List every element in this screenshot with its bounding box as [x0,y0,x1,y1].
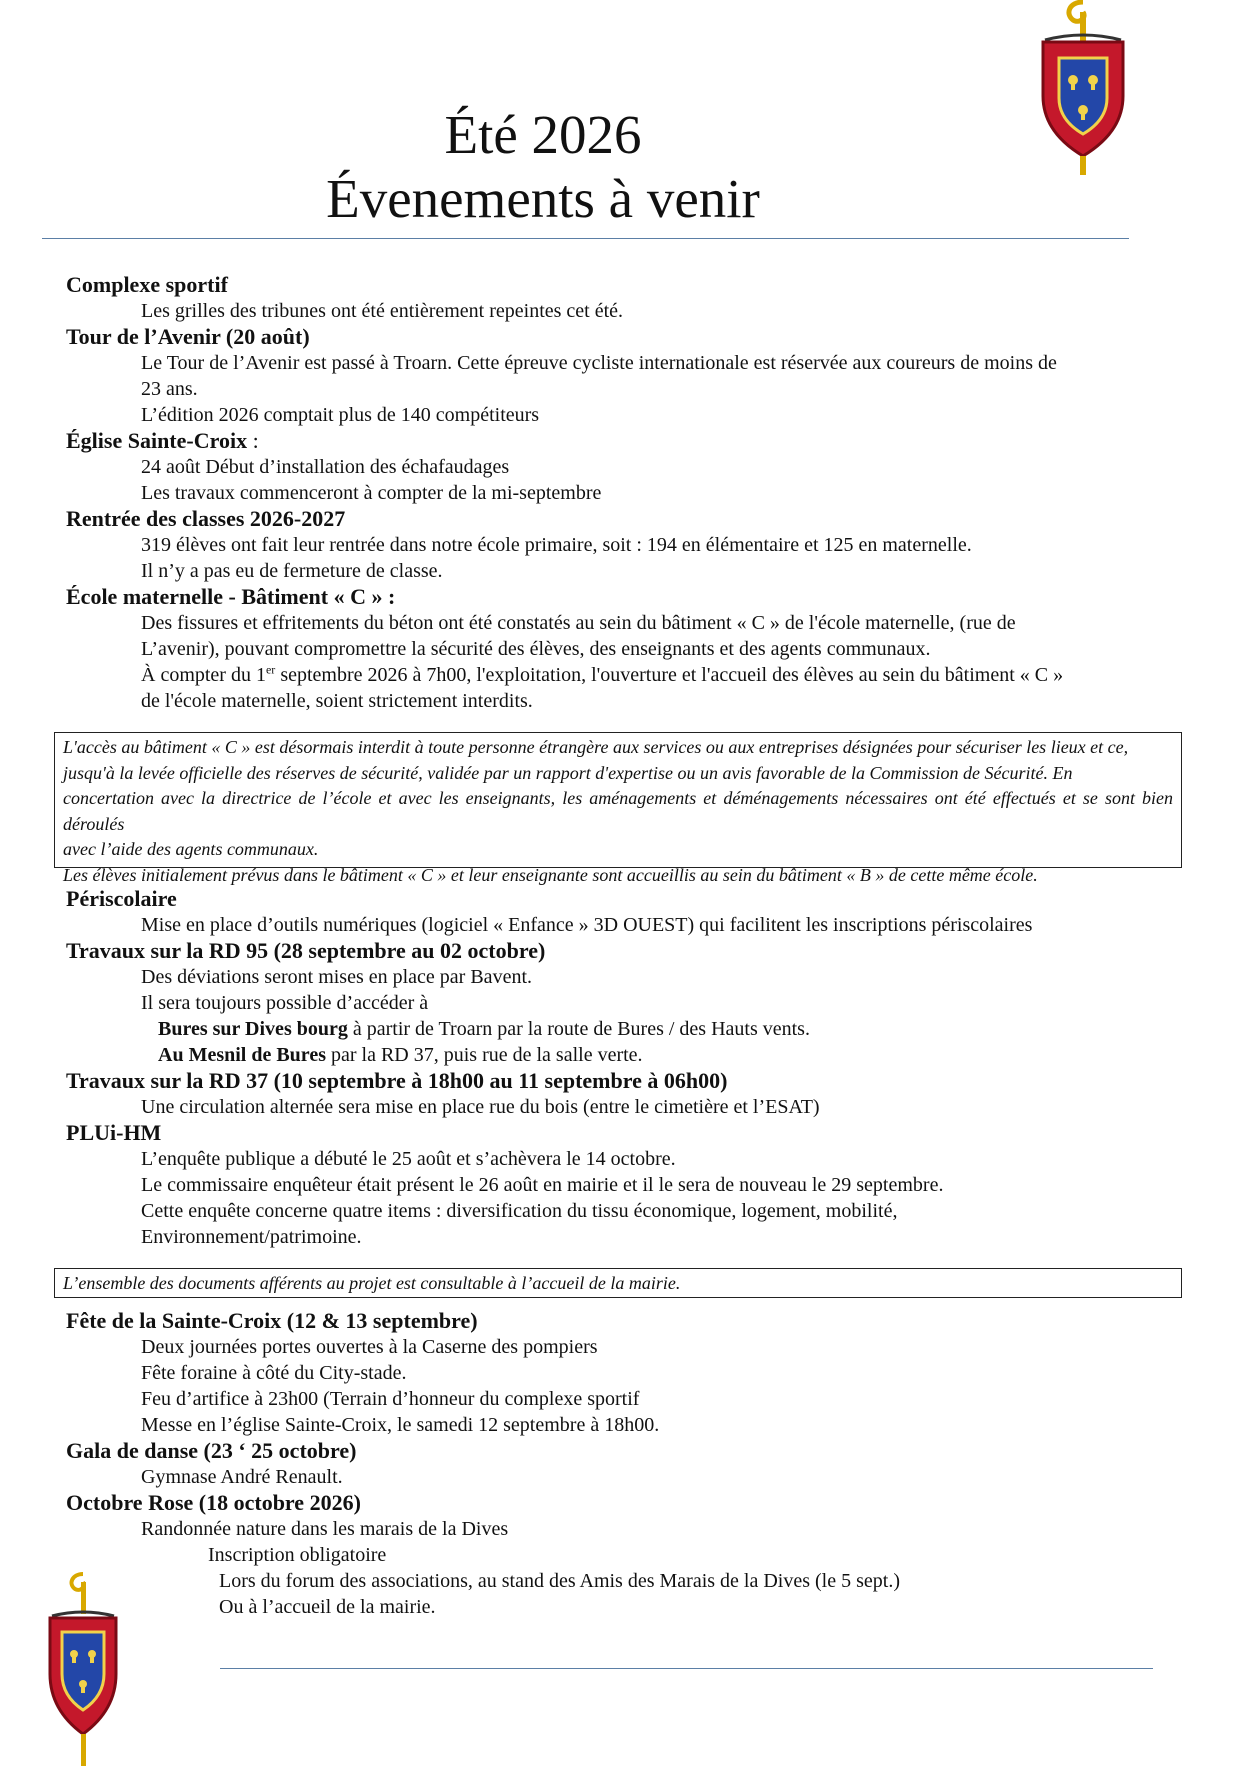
text-line: L’édition 2026 comptait plus de 140 compétiteurs [141,404,540,426]
text-line: L’enquête publique a débuté le 25 août et s’achèvera le 14 octobre. [141,1148,676,1170]
text-line: Mise en place d’outils numériques (logiciel « Enfance » 3D OUEST) qui facilitent les inscriptions périscolaires [141,914,1033,936]
text-line: de l'école maternelle, soient strictement interdits. [141,690,533,712]
notice-line: L’ensemble des documents afférents au projet est consultable à l’accueil de la mairie. [63,1273,681,1293]
heading-ecole-label: École maternelle - Bâtiment « C » [66,584,383,609]
text-line: Le commissaire enquêteur était présent le 26 août en mairie et il le sera de nouveau le 29 septembre. [141,1174,944,1196]
notice-box-batiment-c [54,732,1182,885]
text-line: Messe en l’église Sainte-Croix, le samedi 12 septembre à 18h00. [141,1414,660,1436]
heading-suffix: : [247,428,259,453]
notice-line: concertation avec la directrice de l’école et avec les enseignants, les aménagements et déménagements nécessaires ont été effectués et se sont bien déroulés [63,788,1173,834]
text-line: Des fissures et effritements du béton ont été constatés au sein du bâtiment « C » de l'école maternelle, (rue de [141,612,1016,634]
heading-plui: PLUi-HM [66,1120,162,1145]
heading-fete-sainte-croix: Fête de la Sainte-Croix (12 & 13 septembre) [66,1308,478,1333]
text-fragment: par la RD 37, puis rue de la salle verte. [325,1044,643,1066]
text-line: Des déviations seront mises en place par Bavent. [141,966,532,988]
text-line: Environnement/patrimoine. [141,1226,362,1248]
text-fragment: septembre 2026 à 7h00, l'exploitation, l'ouverture et l'accueil des élèves au sein du bâtiment « C » [275,664,1064,686]
text-fragment: à partir de Troarn par la route de Bures / des Hauts vents. [347,1018,810,1040]
text-line: Inscription obligatoire [208,1544,387,1566]
text-line: Le Tour de l’Avenir est passé à Troarn. Cette épreuve cycliste internationale est réservée aux coureurs de moins de [141,352,1057,374]
heading-travaux-rd37: Travaux sur la RD 37 (10 septembre à 18h00 au 11 septembre à 06h00) [66,1068,728,1093]
notice-line: Les élèves initialement prévus dans le bâtiment « C » et leur enseignante sont accueillis au sein du bâtiment « B » de cette même école. [63,864,1038,885]
divider-bottom [220,1668,1153,1669]
heraldic-crest-icon [42,1570,124,1766]
access-item [158,1016,1196,1042]
notice-line: jusqu'à la levée officielle des réserves de sécurité, validée par un rapport d'expertise ou un avis favorable de la Commission de Sécurité. En [63,762,1073,783]
heading-tour-avenir: Tour de l’Avenir (20 août) [66,324,310,349]
notice-line: avec l’aide des agents communaux. [63,839,319,859]
heading-complexe-sportif: Complexe sportif [66,272,228,297]
title-line-2: Évenements à venir [326,168,760,229]
heading-octobre-rose: Octobre Rose (18 octobre 2026) [66,1490,361,1515]
divider-top [42,238,1129,239]
text-line: Une circulation alternée sera mise en place rue du bois (entre le cimetière et l’ESAT) [141,1096,820,1118]
heading-ecole-maternelle [66,584,1196,610]
text-line: 319 élèves ont fait leur rentrée dans notre école primaire, soit : 194 en élémentaire et 125 en maternelle. [141,534,972,556]
notice-box-plui [54,1268,1182,1298]
text-line: Les travaux commenceront à compter de la mi-septembre [141,482,602,504]
notice-line: L'accès au bâtiment « C » est désormais interdit à toute personne étrangère aux services ou aux entreprises désignées pour sécuriser les lieux et ce, [63,737,1129,757]
place-name: Bures sur Dives bourg [158,1018,348,1040]
heading-travaux-rd95: Travaux sur la RD 95 (28 septembre au 02 octobre) [66,938,546,963]
access-item [158,1042,1196,1068]
text-line: L’avenir), pouvant compromettre la sécurité des élèves, des enseignants et des agents communaux. [141,638,931,660]
place-name: Au Mesnil de Bures [158,1044,326,1066]
text-line: Randonnée nature dans les marais de la Dives [141,1518,509,1540]
events-content [66,272,1196,1620]
text-line: Fête foraine à côté du City-stade. [141,1362,407,1384]
text-line: Deux journées portes ouvertes à la Caserne des pompiers [141,1336,598,1358]
text-line: 24 août Début d’installation des échafaudages [141,456,510,478]
text-line: Lors du forum des associations, au stand des Amis des Marais de la Dives (le 5 sept.) [219,1570,900,1592]
heading-suffix: : [382,584,396,609]
text-line: Les grilles des tribunes ont été entièrement repeintes cet été. [141,300,624,322]
text-line: Il sera toujours possible d’accéder à [141,992,429,1014]
heading-periscolaire: Périscolaire [66,886,177,911]
title-line-1: Été 2026 [444,104,642,165]
text-line [141,662,1196,688]
heading-eglise-label: Église Sainte-Croix [66,428,248,453]
text-line: Feu d’artifice à 23h00 (Terrain d’honneur du complexe sportif [141,1388,640,1410]
crozier-icon [72,1574,86,1614]
text-line: Il n’y a pas eu de fermeture de classe. [141,560,443,582]
heading-gala-danse: Gala de danse (23 ‘ 25 octobre) [66,1438,357,1463]
heading-eglise [66,428,1196,454]
text-line: Cette enquête concerne quatre items : diversification du tissu économique, logement, mobilité, [141,1200,898,1222]
text-line: Ou à l’accueil de la mairie. [219,1596,436,1618]
heading-rentree: Rentrée des classes 2026-2027 [66,506,346,531]
text-line: 23 ans. [141,378,198,400]
text-line: Gymnase André Renault. [141,1466,343,1488]
superscript: er [265,662,276,677]
text-fragment: À compter du 1 [141,664,266,686]
